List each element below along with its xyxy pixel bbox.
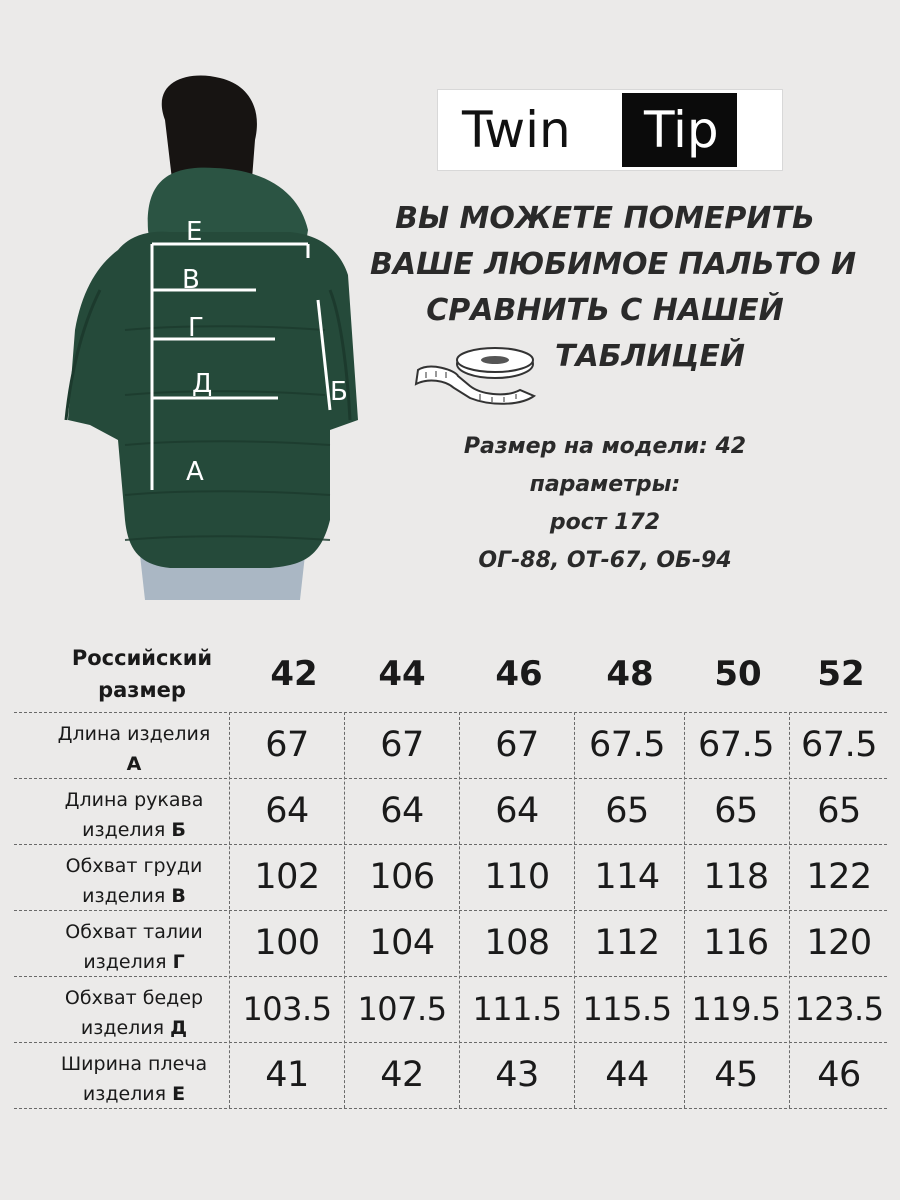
model-info: [440, 428, 770, 580]
size-header: 48: [606, 654, 654, 694]
size-table: [14, 640, 887, 1105]
table-cell: 107.5: [357, 990, 447, 1028]
photo-label-e: Е: [186, 217, 203, 247]
table-body: [14, 712, 887, 1109]
size-header: 50: [714, 654, 762, 694]
table-cell: 123.5: [794, 990, 884, 1028]
table-row: [14, 845, 887, 911]
headline-line: ТАБЛИЦЕЙ: [554, 339, 745, 374]
logo-text-twin: Twin: [462, 101, 571, 159]
product-photo: [0, 0, 420, 600]
table-cell: 64: [380, 791, 424, 831]
model-measurements: ОГ-88, ОТ-67, ОБ-94: [478, 548, 732, 573]
table-cell: 110: [484, 857, 550, 897]
logo-text-tip: Tip: [622, 93, 737, 167]
table-cell: 111.5: [472, 990, 562, 1028]
table-cell: 104: [369, 923, 435, 963]
headline-line: ВЫ МОЖЕТЕ ПОМЕРИТЬ: [395, 201, 815, 236]
table-row: [14, 779, 887, 845]
table-cell: 67.5: [801, 725, 877, 765]
table-cell: 64: [265, 791, 309, 831]
table-cell: 43: [495, 1055, 539, 1095]
headline-line: СРАВНИТЬ С НАШЕЙ: [426, 293, 784, 328]
table-cell: 65: [605, 791, 649, 831]
row-label: Ширина плеча изделия Е: [60, 1053, 208, 1105]
photo-label-d: Д: [192, 369, 213, 399]
photo-label-a: А: [186, 457, 204, 487]
row-label: Обхват талии изделия Г: [65, 921, 203, 973]
table-cell: 112: [594, 923, 660, 963]
table-cell: 118: [703, 857, 769, 897]
table-cell: 116: [703, 923, 769, 963]
size-header: 44: [378, 654, 426, 694]
table-cell: 67.5: [589, 725, 665, 765]
row-label: Длина рукава изделия Б: [64, 789, 204, 841]
table-row: [14, 911, 887, 977]
model-height: рост 172: [549, 510, 661, 535]
brand-logo: [438, 90, 782, 170]
model-size: Размер на модели: 42: [463, 434, 747, 459]
table-cell: 115.5: [582, 990, 672, 1028]
table-cell: 41: [265, 1055, 309, 1095]
table-cell: 102: [254, 857, 320, 897]
header-label-line: Российский: [71, 646, 213, 670]
table-cell: 103.5: [242, 990, 332, 1028]
table-cell: 100: [254, 923, 320, 963]
model-params-title: параметры:: [529, 472, 681, 497]
table-row: [14, 977, 887, 1043]
table-cell: 64: [495, 791, 539, 831]
table-cell: 46: [817, 1055, 861, 1095]
row-label: Обхват груди изделия В: [65, 855, 203, 907]
photo-label-b: Б: [330, 377, 348, 407]
table-cell: 65: [817, 791, 861, 831]
headline-line: ВАШЕ ЛЮБИМОЕ ПАЛЬТО И: [370, 247, 857, 282]
size-header: 42: [270, 654, 318, 694]
table-cell: 67.5: [698, 725, 774, 765]
table-cell: 106: [369, 857, 435, 897]
photo-label-g: Г: [188, 313, 204, 343]
table-cell: 67: [495, 725, 539, 765]
size-header: 52: [817, 654, 865, 694]
header-label: [42, 642, 242, 706]
table-header: [14, 640, 887, 712]
table-cell: 67: [265, 725, 309, 765]
tape-measure-icon: [410, 340, 540, 410]
table-cell: 65: [714, 791, 758, 831]
table-cell: 42: [380, 1055, 424, 1095]
photo-label-v: В: [182, 265, 200, 295]
table-cell: 122: [806, 857, 872, 897]
table-cell: 120: [806, 923, 872, 963]
table-cell: 45: [714, 1055, 758, 1095]
table-cell: 114: [594, 857, 660, 897]
table-cell: 67: [380, 725, 424, 765]
row-label: Обхват бедер изделия Д: [64, 987, 204, 1039]
header-label-line: размер: [98, 678, 186, 702]
table-row: [14, 1043, 887, 1109]
table-cell: 119.5: [691, 990, 781, 1028]
table-cell: 108: [484, 923, 550, 963]
size-header: 46: [495, 654, 543, 694]
table-row: [14, 712, 887, 779]
row-label: Длина изделия А: [57, 723, 211, 775]
table-cell: 44: [605, 1055, 649, 1095]
